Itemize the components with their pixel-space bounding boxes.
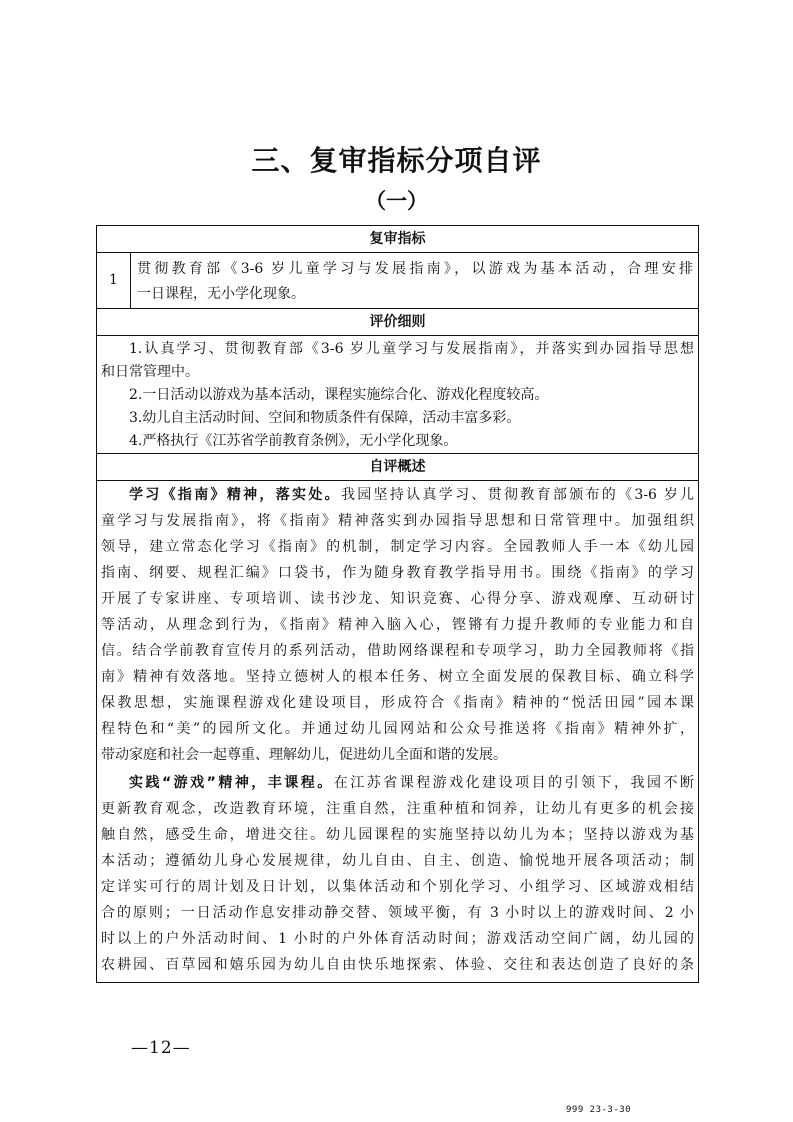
summary-paragraph-line: 本活动；遵循幼儿身心发展规律，幼儿自由、自主、创造、愉悦地开展各项活动；制 [101, 853, 694, 869]
detail-item: 1.认真学习、贯彻教育部《3-6 岁儿童学习与发展指南》，并落实到办园指导思想 [129, 341, 694, 357]
summary-paragraph-line: 信。结合学前教育宣传月的系列活动，借助网络课程和专项学习，助力全园教师将《指 [101, 643, 694, 659]
summary-paragraph-line: 学习《指南》精神，落实处。我园坚持认真学习、贯彻教育部颁布的《3-6 岁儿 [129, 487, 695, 503]
summary-paragraph-line: 实践“游戏”精神，丰课程。在江苏省课程游戏化建设项目的引领下，我园不断 [129, 775, 694, 791]
summary-paragraph-line: 开展了专家讲座、专项培训、读书沙龙、知识竞赛、心得分享、游戏观摩、互动研讨 [101, 591, 694, 607]
summary-paragraph-line: 合的原则；一日活动作息安排动静交替、领域平衡，有 3 小时以上的游戏时间、2 小 [101, 905, 694, 921]
summary-paragraph-line: 定详实可行的周计划及日计划，以集体活动和个别化学习、小组学习、区域游戏相结 [101, 879, 694, 895]
summary-paragraph-line: 农耕园、百草园和嬉乐园为幼儿自由快乐地探索、体验、交往和表达创造了良好的条 [101, 957, 694, 973]
summary-paragraph-line: 指南、纲要、规程汇编》口袋书，作为随身教育教学指导用书。围绕《指南》的学习 [101, 565, 694, 581]
detail-item: 4.严格执行《江苏省学前教育条例》，无小学化现象。 [129, 433, 458, 449]
summary-paragraph-line: 时以上的户外活动时间、1 小时的户外体育活动时间；游戏活动空间广阔，幼儿园的 [101, 931, 694, 947]
summary-paragraph-line: 程特色和“美”的园所文化。并通过幼儿园网站和公众号推送将《指南》精神外扩， [101, 721, 694, 737]
detail-item: 和日常管理中。 [101, 364, 199, 380]
header-self-assessment-summary: 自评概述 [369, 459, 426, 475]
summary-paragraph-line: 触自然，感受生命，增进交往。幼儿园课程的实施坚持以幼儿为本；坚持以游戏为基 [101, 827, 694, 843]
summary-paragraph-line: 童学习与发展指南》，将《指南》精神落实到办园指导思想和日常管理中。加强组织 [101, 513, 694, 529]
page-title: 三、复审指标分项自评 [251, 144, 542, 177]
header-evaluation-details: 评价细则 [369, 314, 426, 330]
page-number: —12— [131, 1038, 191, 1058]
header-review-indicator: 复审指标 [369, 231, 426, 247]
section-subtitle: （一） [365, 189, 428, 213]
divider [97, 335, 698, 336]
summary-paragraph-line: 带动家庭和社会一起尊重、理解幼儿，促进幼儿全面和谐的发展。 [101, 747, 507, 763]
indicator-number: 1 [97, 253, 131, 308]
indicator-text-line2: 一日课程，无小学化现象。 [137, 286, 305, 302]
divider [97, 252, 698, 253]
indicator-text-line1: 贯彻教育部《3-6 岁儿童学习与发展指南》，以游戏为基本活动，合理安排 [137, 261, 693, 277]
paragraph-lead: 学习《指南》精神，落实处。 [129, 487, 341, 503]
detail-item: 3.幼儿自主活动时间、空间和物质条件有保障，活动丰富多彩。 [129, 410, 521, 426]
print-stamp: 999 23-3-30 [566, 1105, 632, 1115]
paragraph-lead: 实践“游戏”精神，丰课程。 [129, 775, 334, 791]
summary-paragraph-line: 更新教育观念，改造教育环境，注重自然，注重种植和饲养，让幼儿有更多的机会接 [101, 801, 694, 817]
summary-paragraph-line: 领导，建立常态化学习《指南》的机制，制定学习内容。全园教师人手一本《幼儿园 [101, 539, 694, 555]
evaluation-table [96, 225, 699, 983]
summary-paragraph-line: 等活动，从理念到行为，《指南》精神入脑入心，铿锵有力提升教师的专业能力和自 [101, 617, 694, 633]
detail-item: 2.一日活动以游戏为基本活动，课程实施综合化、游戏化程度较高。 [129, 387, 549, 403]
summary-paragraph-line: 南》精神有效落地。坚持立德树人的根本任务、树立全面发展的保教目标、确立科学 [101, 669, 694, 685]
divider [97, 480, 698, 481]
summary-paragraph-line: 保教思想，实施课程游戏化建设项目，形成符合《指南》精神的“悦活田园”园本课 [101, 695, 694, 711]
